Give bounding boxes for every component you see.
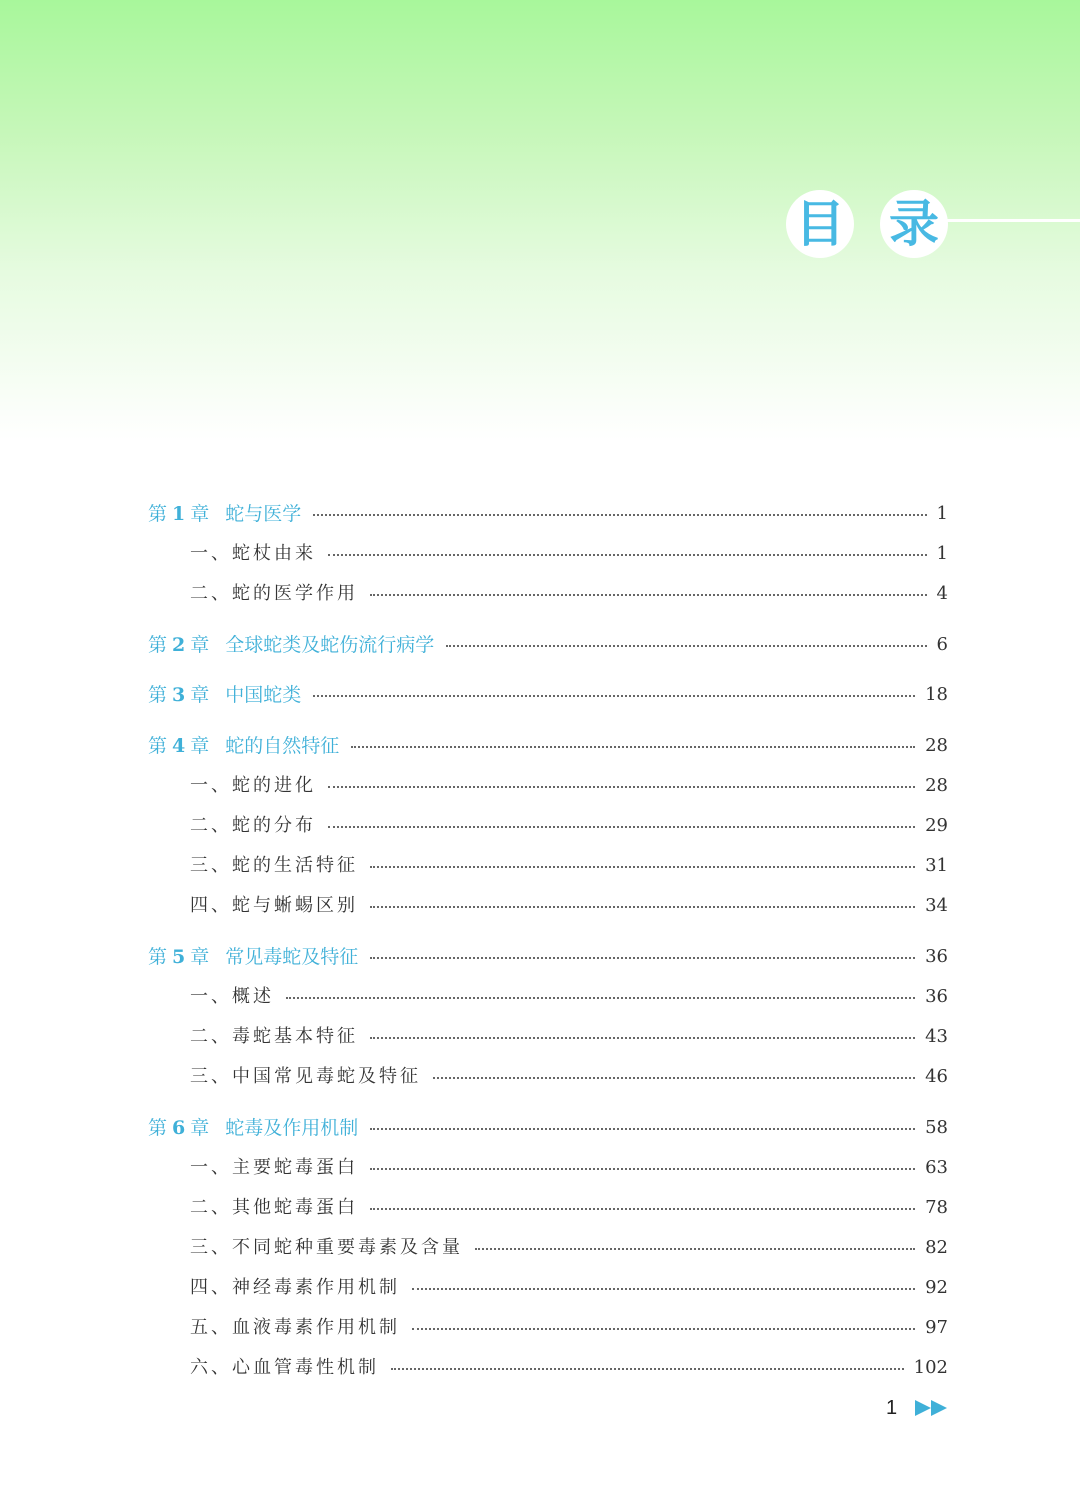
dot-leader <box>446 645 927 647</box>
section-label: 三、蛇的生活特征 <box>190 855 358 876</box>
section-label: 一、概述 <box>190 986 274 1007</box>
chapter-label <box>148 499 301 529</box>
toc-section-row[interactable] <box>0 1233 1080 1263</box>
dot-leader <box>475 1248 915 1250</box>
chapter-number: 3 <box>172 684 186 706</box>
section-label: 三、中国常见毒蛇及特征 <box>190 1066 421 1087</box>
title-char-lu: 录 <box>880 190 948 258</box>
toc-section-row[interactable] <box>0 771 1080 801</box>
chapter-label <box>148 942 358 972</box>
page-ref: 29 <box>925 815 948 836</box>
chapter-title: 全球蛇类及蛇伤流行病学 <box>225 634 435 656</box>
dot-leader <box>391 1368 904 1370</box>
dot-leader <box>286 997 915 999</box>
page-ref: 34 <box>925 895 948 916</box>
chapter-number: 4 <box>172 735 186 757</box>
dot-leader <box>370 906 915 908</box>
section-label: 二、蛇的医学作用 <box>190 583 358 604</box>
section-label: 五、血液毒素作用机制 <box>190 1317 400 1338</box>
page-ref: 78 <box>925 1197 948 1218</box>
chapter-title: 中国蛇类 <box>225 684 302 706</box>
chapter-label <box>148 731 339 761</box>
toc-section-row[interactable] <box>0 1022 1080 1052</box>
page-ref: 18 <box>925 684 948 705</box>
toc-section-row[interactable] <box>0 851 1080 881</box>
dot-leader <box>370 1128 915 1130</box>
chapter-number: 1 <box>172 503 186 525</box>
chapter-prefix: 第 <box>148 503 168 525</box>
section-label: 六、心血管毒性机制 <box>190 1357 379 1378</box>
chapter-label <box>148 630 434 660</box>
page-ref: 92 <box>925 1277 948 1298</box>
page-ref: 102 <box>913 1357 948 1378</box>
page-ref: 1 <box>936 503 948 524</box>
dot-leader <box>313 695 915 697</box>
toc-section-row[interactable] <box>0 982 1080 1012</box>
dot-leader <box>433 1077 915 1079</box>
chapter-prefix: 第 <box>148 946 168 968</box>
page-ref: 28 <box>925 775 948 796</box>
chapter-prefix: 第 <box>148 735 168 757</box>
toc-chapter-row[interactable] <box>0 942 1080 972</box>
page-number: 1 <box>886 1397 898 1419</box>
toc-chapter-row[interactable] <box>0 1113 1080 1143</box>
chapter-suffix: 章 <box>190 946 210 968</box>
chapter-suffix: 章 <box>190 684 210 706</box>
chapter-title: 常见毒蛇及特征 <box>225 946 359 968</box>
dot-leader <box>328 554 927 556</box>
toc-chapter-row[interactable] <box>0 731 1080 761</box>
chapter-prefix: 第 <box>148 634 168 656</box>
page-ref: 31 <box>925 855 948 876</box>
toc-section-row[interactable] <box>0 811 1080 841</box>
dot-leader <box>370 1208 915 1210</box>
toc-chapter-row[interactable] <box>0 630 1080 660</box>
page-ref: 43 <box>925 1026 948 1047</box>
toc-section-row[interactable] <box>0 539 1080 569</box>
section-label: 四、蛇与蜥蜴区别 <box>190 895 358 916</box>
toc-chapter-row[interactable] <box>0 680 1080 710</box>
chapter-suffix: 章 <box>190 735 210 757</box>
page-ref: 63 <box>925 1157 948 1178</box>
dot-leader <box>370 866 915 868</box>
chapter-title: 蛇的自然特征 <box>225 735 340 757</box>
page-ref: 1 <box>936 543 948 564</box>
section-label: 四、神经毒素作用机制 <box>190 1277 400 1298</box>
chapter-number: 5 <box>172 946 186 968</box>
page-ref: 4 <box>936 583 948 604</box>
page-ref: 97 <box>925 1317 948 1338</box>
double-arrow-right-icon <box>915 1399 951 1417</box>
page-ref: 36 <box>925 986 948 1007</box>
section-label: 一、蛇的进化 <box>190 775 316 796</box>
chapter-suffix: 章 <box>190 634 210 656</box>
toc-section-row[interactable] <box>0 1153 1080 1183</box>
dot-leader <box>313 514 927 516</box>
toc-section-row[interactable] <box>0 1313 1080 1343</box>
dot-leader <box>370 957 915 959</box>
chapter-number: 6 <box>172 1117 186 1139</box>
toc-section-row[interactable] <box>0 891 1080 921</box>
section-label: 二、蛇的分布 <box>190 815 316 836</box>
page-ref: 46 <box>925 1066 948 1087</box>
section-label: 一、蛇杖由来 <box>190 543 316 564</box>
chapter-label <box>148 1113 358 1143</box>
section-label: 二、毒蛇基本特征 <box>190 1026 358 1047</box>
toc-section-row[interactable] <box>0 1273 1080 1303</box>
chapter-title: 蛇毒及作用机制 <box>225 1117 359 1139</box>
toc-section-row[interactable] <box>0 1062 1080 1092</box>
dot-leader <box>370 1037 915 1039</box>
chapter-prefix: 第 <box>148 684 168 706</box>
dot-leader <box>370 1168 915 1170</box>
toc-section-row[interactable] <box>0 579 1080 609</box>
chapter-suffix: 章 <box>190 1117 210 1139</box>
dot-leader <box>328 826 915 828</box>
page-ref: 28 <box>925 735 948 756</box>
section-label: 二、其他蛇毒蛋白 <box>190 1197 358 1218</box>
chapter-label <box>148 680 301 710</box>
chapter-title: 蛇与医学 <box>225 503 302 525</box>
dot-leader <box>328 786 915 788</box>
dot-leader <box>351 746 915 748</box>
dot-leader <box>412 1288 915 1290</box>
dot-leader <box>412 1328 915 1330</box>
chapter-suffix: 章 <box>190 503 210 525</box>
title-char-mu: 目 <box>786 190 854 258</box>
page-ref: 82 <box>925 1237 948 1258</box>
section-label: 三、不同蛇种重要毒素及含量 <box>190 1237 463 1258</box>
page-ref: 58 <box>925 1117 948 1138</box>
toc-section-row[interactable] <box>0 1193 1080 1223</box>
page-ref: 36 <box>925 946 948 967</box>
toc-section-row[interactable] <box>0 1353 1080 1383</box>
section-label: 一、主要蛇毒蛋白 <box>190 1157 358 1178</box>
dot-leader <box>370 594 927 596</box>
chapter-prefix: 第 <box>148 1117 168 1139</box>
chapter-number: 2 <box>172 634 186 656</box>
toc-chapter-row[interactable] <box>0 499 1080 529</box>
page-ref: 6 <box>936 634 948 655</box>
